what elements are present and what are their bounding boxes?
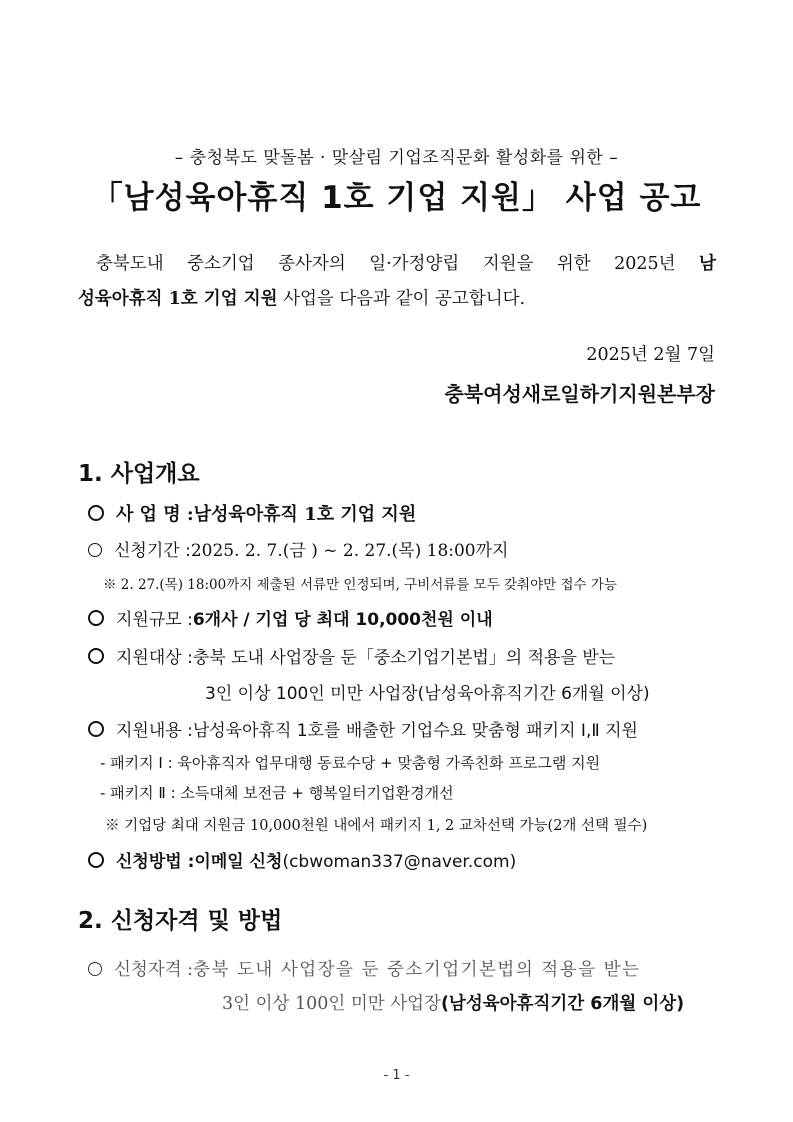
eligibility-label: 신청자격 :	[114, 960, 194, 980]
intro-program-name: 성육아휴직 1호 기업 지원	[78, 289, 278, 309]
page-number: - 1 -	[383, 1068, 410, 1083]
intro-word: 지원을	[482, 254, 534, 274]
content-value: 남성육아휴직 1호를 배출한 기업수요 맞춤형 패키지 Ⅰ,Ⅱ 지원	[192, 721, 638, 741]
announcement-date: 2025년 2월 7일	[586, 345, 715, 365]
intro-word: 일·가정양립	[369, 254, 460, 274]
application-period-item	[88, 536, 508, 561]
intro-word: 위한	[556, 254, 591, 274]
program-name-item	[88, 500, 416, 526]
program-name-label: 사 업 명 :	[116, 504, 194, 525]
section-2-heading: 2. 신청자격 및 방법	[78, 908, 283, 934]
method-value: 이메일 신청	[194, 852, 283, 872]
method-email: (cbwoman337@naver.com)	[282, 852, 517, 872]
target-label: 지원대상 :	[116, 648, 193, 668]
support-scale-item	[88, 605, 493, 630]
period-note: ※ 2. 27.(목) 18:00까지 제출된 서류만 인정되며, 구비서류를 모두 갖춰야만 접수 가능	[103, 577, 617, 593]
package-2: - 패키지 Ⅱ : 소득대체 보전금 + 행복일터기업환경개선	[100, 784, 454, 802]
content-label: 지원내용 :	[116, 721, 193, 741]
application-method-item	[88, 847, 516, 872]
intro-word: 2025년	[614, 254, 676, 274]
eligibility-line-2	[222, 990, 684, 1015]
intro-word: 중소기업	[187, 254, 255, 274]
issuer: 충북여성새로일하기지원본부장	[444, 382, 715, 406]
package-1: - 패키지 Ⅰ : 육아휴직자 업무대행 동료수당 + 맞춤형 가족친화 프로그램 지원	[100, 754, 601, 772]
subtitle: – 충청북도 맞돌봄 · 맞살림 기업조직문화 활성화를 위한 –	[174, 148, 619, 168]
circle-bullet-icon	[88, 721, 104, 737]
circle-bullet-icon	[88, 852, 104, 868]
intro-word-bold: 남	[699, 254, 716, 274]
scale-label: 지원규모 :	[116, 610, 193, 630]
circle-bullet-icon	[88, 543, 102, 557]
page-title: 「남성육아휴직 1호 기업 지원」 사업 공고	[91, 180, 702, 216]
support-content-item	[88, 716, 638, 741]
eligibility-line-1: 충북 도내 사업장을 둔 중소기업기본법의 적용을 받는	[193, 960, 641, 980]
content-note: ※ 기업당 최대 지원금 10,000천원 내에서 패키지 1, 2 교차선택 가능(2개 선택 필수)	[105, 818, 648, 834]
eligibility-line-2-plain: 3인 이상 100인 미만 사업장	[222, 994, 441, 1014]
target-line-2: 3인 이상 100인 미만 사업장(남성육아휴직기간 6개월 이상)	[205, 684, 650, 704]
scale-value: 6개사 / 기업 당 최대 10,000천원 이내	[192, 610, 493, 630]
target-line-1: 충북 도내 사업장을 둔「중소기업기본법」의 적용을 받는	[192, 648, 616, 668]
eligibility-item	[88, 956, 718, 981]
eligibility-line-2-bold: (남성육아휴직기간 6개월 이상)	[440, 994, 685, 1014]
intro-line-2	[78, 285, 525, 310]
program-name-value: 남성육아휴직 1호 기업 지원	[193, 504, 417, 525]
section-1-heading: 1. 사업개요	[78, 461, 200, 487]
circle-bullet-icon	[88, 610, 104, 626]
circle-bullet-icon	[88, 962, 102, 976]
method-label: 신청방법 :	[116, 852, 195, 872]
period-label: 신청기간 :	[114, 541, 191, 561]
intro-line-1	[96, 250, 716, 275]
period-value: 2025. 2. 7.(금 ) ~ 2. 27.(목) 18:00까지	[190, 541, 509, 561]
circle-bullet-icon	[88, 648, 104, 664]
support-target-item	[88, 643, 615, 668]
intro-line-2-rest: 사업을 다음과 같이 공고합니다.	[277, 289, 526, 309]
intro-word: 충북도내	[96, 254, 164, 274]
intro-word: 종사자의	[278, 254, 346, 274]
circle-bullet-icon	[88, 505, 104, 521]
